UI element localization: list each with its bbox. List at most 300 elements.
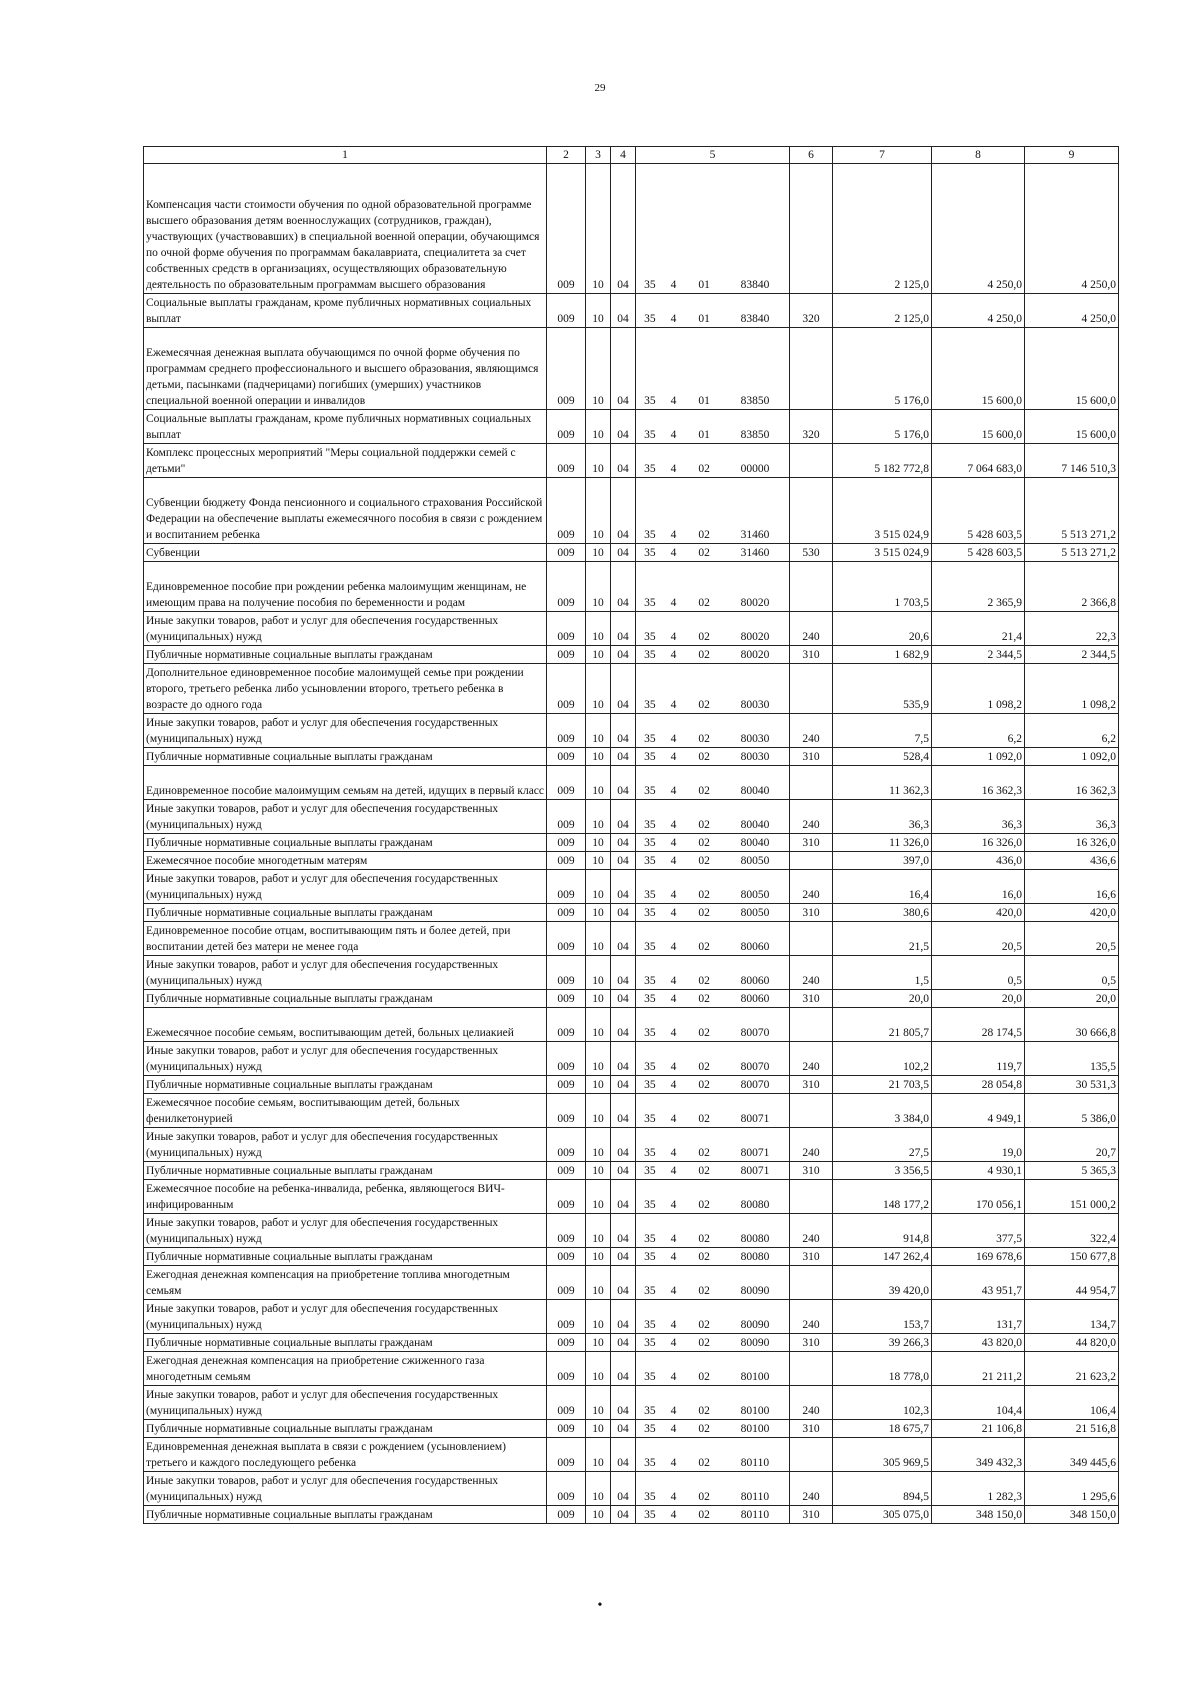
program-type-code: 4 (670, 941, 677, 953)
program-type-code: 4 (670, 975, 677, 987)
target-article (638, 835, 787, 851)
table-row (144, 922, 1119, 956)
amount-col-7: 914,8 (833, 1214, 932, 1248)
program-type-code: 4 (670, 279, 677, 291)
target-article (638, 1249, 787, 1265)
admin-code: 009 (547, 1128, 586, 1162)
amount-col-8: 4 250,0 (932, 164, 1025, 294)
structural-element-code: 02 (698, 1165, 710, 1177)
target-article-cell (636, 562, 790, 612)
program-type-code: 4 (670, 785, 677, 797)
table-row (144, 1248, 1119, 1266)
table-row (144, 990, 1119, 1008)
structural-element-code: 02 (698, 1113, 710, 1125)
program-code: 35 (644, 889, 656, 901)
target-article-cell (636, 904, 790, 922)
expense-type-code: 310 (790, 646, 833, 664)
amount-col-9: 150 677,8 (1025, 1248, 1119, 1266)
target-article-cell (636, 1128, 790, 1162)
amount-col-9: 20,0 (1025, 990, 1119, 1008)
amount-col-8: 20,5 (932, 922, 1025, 956)
target-article-cell (636, 1472, 790, 1506)
target-article (638, 1163, 787, 1179)
target-article-cell (636, 766, 790, 800)
expense-type-code: 320 (790, 410, 833, 444)
program-type-code: 4 (670, 463, 677, 475)
amount-col-7: 7,5 (833, 714, 932, 748)
amount-col-7: 20,0 (833, 990, 932, 1008)
direction-code: 80050 (740, 855, 770, 867)
row-name: Комплекс процессных мероприятий "Меры социальной поддержки семей с детьми" (144, 444, 547, 478)
target-article-cell (636, 1352, 790, 1386)
direction-code: 80020 (740, 597, 770, 609)
target-article (638, 461, 787, 477)
target-article (638, 749, 787, 765)
amount-col-8: 436,0 (932, 852, 1025, 870)
admin-code: 009 (547, 1042, 586, 1076)
target-article (638, 991, 787, 1007)
structural-element-code: 02 (698, 1405, 710, 1417)
expense-type-code: 240 (790, 1300, 833, 1334)
admin-code: 009 (547, 1094, 586, 1128)
row-name: Публичные нормативные социальные выплаты гражданам (144, 1420, 547, 1438)
program-code: 35 (644, 463, 656, 475)
amount-col-8: 349 432,3 (932, 1438, 1025, 1472)
structural-element-code: 02 (698, 649, 710, 661)
amount-col-8: 21 106,8 (932, 1420, 1025, 1438)
program-type-code: 4 (670, 1079, 677, 1091)
admin-code: 009 (547, 1386, 586, 1420)
subsection-code: 04 (611, 1300, 636, 1334)
column-header: 7 (833, 147, 932, 164)
amount-col-9: 5 365,3 (1025, 1162, 1119, 1180)
structural-element-code: 02 (698, 819, 710, 831)
admin-code: 009 (547, 1248, 586, 1266)
section-code: 10 (586, 800, 611, 834)
target-article-cell (636, 870, 790, 904)
structural-element-code: 02 (698, 855, 710, 867)
structural-element-code: 02 (698, 1233, 710, 1245)
admin-code: 009 (547, 766, 586, 800)
amount-col-7: 3 356,5 (833, 1162, 932, 1180)
table-row (144, 1352, 1119, 1386)
program-code: 35 (644, 1509, 656, 1521)
target-article (638, 1369, 787, 1385)
admin-code: 009 (547, 800, 586, 834)
program-type-code: 4 (670, 649, 677, 661)
amount-col-7: 11 362,3 (833, 766, 932, 800)
amount-col-8: 1 092,0 (932, 748, 1025, 766)
expense-type-code (790, 1352, 833, 1386)
expense-type-code: 240 (790, 1128, 833, 1162)
section-code: 10 (586, 956, 611, 990)
amount-col-8: 170 056,1 (932, 1180, 1025, 1214)
table-row (144, 766, 1119, 800)
target-article (638, 731, 787, 747)
expense-type-code (790, 852, 833, 870)
table-row (144, 1334, 1119, 1352)
target-article (638, 1403, 787, 1419)
expense-type-code: 240 (790, 870, 833, 904)
table-row (144, 904, 1119, 922)
expense-type-code: 530 (790, 544, 833, 562)
program-code: 35 (644, 1405, 656, 1417)
amount-col-7: 1,5 (833, 956, 932, 990)
row-name: Иные закупки товаров, работ и услуг для обеспечения государственных (муниципальных) нужд (144, 1300, 547, 1334)
program-code: 35 (644, 1165, 656, 1177)
direction-code: 80110 (740, 1491, 770, 1503)
row-name: Единовременное пособие при рождении ребенка малоимущим женщинам, не имеющим права на получение пособия по беременности и родам (144, 562, 547, 612)
section-code: 10 (586, 612, 611, 646)
structural-element-code: 02 (698, 993, 710, 1005)
subsection-code: 04 (611, 1248, 636, 1266)
section-code: 10 (586, 164, 611, 294)
table-row (144, 1162, 1119, 1180)
structural-element-code: 02 (698, 1319, 710, 1331)
admin-code: 009 (547, 852, 586, 870)
structural-element-code: 02 (698, 975, 710, 987)
direction-code: 80060 (740, 993, 770, 1005)
amount-col-7: 2 125,0 (833, 294, 932, 328)
section-code: 10 (586, 834, 611, 852)
direction-code: 80100 (740, 1423, 770, 1435)
structural-element-code: 02 (698, 733, 710, 745)
row-name: Иные закупки товаров, работ и услуг для обеспечения государственных (муниципальных) нужд (144, 956, 547, 990)
subsection-code: 04 (611, 294, 636, 328)
amount-col-7: 5 182 772,8 (833, 444, 932, 478)
subsection-code: 04 (611, 1042, 636, 1076)
row-name: Публичные нормативные социальные выплаты гражданам (144, 646, 547, 664)
direction-code: 80040 (740, 837, 770, 849)
table-row (144, 410, 1119, 444)
amount-col-7: 21,5 (833, 922, 932, 956)
row-name: Ежемесячное пособие семьям, воспитывающим детей, больных фенилкетонурией (144, 1094, 547, 1128)
program-code: 35 (644, 1027, 656, 1039)
admin-code: 009 (547, 748, 586, 766)
column-header: 6 (790, 147, 833, 164)
program-code: 35 (644, 1491, 656, 1503)
direction-code: 80090 (740, 1285, 770, 1297)
amount-col-7: 5 176,0 (833, 328, 932, 410)
admin-code: 009 (547, 922, 586, 956)
direction-code: 80071 (740, 1165, 770, 1177)
row-name: Публичные нормативные социальные выплаты гражданам (144, 1506, 547, 1524)
target-article (638, 1077, 787, 1093)
amount-col-9: 2 366,8 (1025, 562, 1119, 612)
program-type-code: 4 (670, 1061, 677, 1073)
amount-col-7: 20,6 (833, 612, 932, 646)
expense-type-code: 310 (790, 1162, 833, 1180)
section-code: 10 (586, 1438, 611, 1472)
row-name: Иные закупки товаров, работ и услуг для обеспечения государственных (муниципальных) нужд (144, 612, 547, 646)
column-header: 2 (547, 147, 586, 164)
program-type-code: 4 (670, 1251, 677, 1263)
amount-col-8: 104,4 (932, 1386, 1025, 1420)
table-row (144, 800, 1119, 834)
amount-col-7: 3 515 024,9 (833, 544, 932, 562)
target-article-cell (636, 328, 790, 410)
subsection-code: 04 (611, 1352, 636, 1386)
structural-element-code: 02 (698, 631, 710, 643)
section-code: 10 (586, 328, 611, 410)
amount-col-7: 27,5 (833, 1128, 932, 1162)
amount-col-9: 16,6 (1025, 870, 1119, 904)
subsection-code: 04 (611, 990, 636, 1008)
admin-code: 009 (547, 1076, 586, 1094)
target-article-cell (636, 1506, 790, 1524)
target-article-cell (636, 294, 790, 328)
amount-col-7: 1 703,5 (833, 562, 932, 612)
amount-col-8: 6,2 (932, 714, 1025, 748)
program-code: 35 (644, 1337, 656, 1349)
program-type-code: 4 (670, 699, 677, 711)
target-article (638, 905, 787, 921)
amount-col-8: 4 949,1 (932, 1094, 1025, 1128)
program-type-code: 4 (670, 529, 677, 541)
program-code: 35 (644, 785, 656, 797)
section-code: 10 (586, 544, 611, 562)
table-row (144, 1094, 1119, 1128)
direction-code: 80030 (740, 699, 770, 711)
structural-element-code: 02 (698, 1491, 710, 1503)
program-type-code: 4 (670, 889, 677, 901)
table-row (144, 1386, 1119, 1420)
target-article (638, 311, 787, 327)
program-code: 35 (644, 1147, 656, 1159)
target-article (638, 973, 787, 989)
program-type-code: 4 (670, 1165, 677, 1177)
target-article (638, 887, 787, 903)
program-type-code: 4 (670, 597, 677, 609)
amount-col-9: 5 513 271,2 (1025, 478, 1119, 544)
admin-code: 009 (547, 294, 586, 328)
target-article-cell (636, 444, 790, 478)
amount-col-9: 436,6 (1025, 852, 1119, 870)
program-type-code: 4 (670, 1233, 677, 1245)
target-article (638, 1197, 787, 1213)
amount-col-7: 148 177,2 (833, 1180, 932, 1214)
row-name: Публичные нормативные социальные выплаты гражданам (144, 1248, 547, 1266)
amount-col-8: 0,5 (932, 956, 1025, 990)
section-code: 10 (586, 1008, 611, 1042)
amount-col-9: 1 092,0 (1025, 748, 1119, 766)
direction-code: 80050 (740, 907, 770, 919)
amount-col-7: 380,6 (833, 904, 932, 922)
subsection-code: 04 (611, 544, 636, 562)
section-code: 10 (586, 444, 611, 478)
expense-type-code: 240 (790, 1214, 833, 1248)
column-header: 4 (611, 147, 636, 164)
section-code: 10 (586, 1352, 611, 1386)
expense-type-code: 320 (790, 294, 833, 328)
amount-col-9: 30 531,3 (1025, 1076, 1119, 1094)
amount-col-9: 16 362,3 (1025, 766, 1119, 800)
amount-col-8: 21 211,2 (932, 1352, 1025, 1386)
structural-element-code: 01 (698, 313, 710, 325)
target-article (638, 1455, 787, 1471)
subsection-code: 04 (611, 646, 636, 664)
amount-col-9: 6,2 (1025, 714, 1119, 748)
expense-type-code: 310 (790, 904, 833, 922)
subsection-code: 04 (611, 562, 636, 612)
expense-type-code: 310 (790, 1506, 833, 1524)
target-article (638, 1317, 787, 1333)
target-article-cell (636, 748, 790, 766)
row-name: Единовременное пособие отцам, воспитывающим пять и более детей, при воспитании детей без матери не менее года (144, 922, 547, 956)
subsection-code: 04 (611, 478, 636, 544)
subsection-code: 04 (611, 1076, 636, 1094)
expense-type-code: 310 (790, 834, 833, 852)
subsection-code: 04 (611, 748, 636, 766)
section-code: 10 (586, 1420, 611, 1438)
program-code: 35 (644, 1251, 656, 1263)
structural-element-code: 02 (698, 889, 710, 901)
direction-code: 80050 (740, 889, 770, 901)
section-code: 10 (586, 870, 611, 904)
program-code: 35 (644, 975, 656, 987)
expense-type-code: 240 (790, 956, 833, 990)
structural-element-code: 02 (698, 1079, 710, 1091)
amount-col-9: 15 600,0 (1025, 328, 1119, 410)
row-name: Иные закупки товаров, работ и услуг для обеспечения государственных (муниципальных) нужд (144, 800, 547, 834)
amount-col-9: 348 150,0 (1025, 1506, 1119, 1524)
section-code: 10 (586, 410, 611, 444)
amount-col-8: 16,0 (932, 870, 1025, 904)
table-row (144, 1438, 1119, 1472)
table-row (144, 1008, 1119, 1042)
expense-type-code (790, 1266, 833, 1300)
direction-code: 80100 (740, 1371, 770, 1383)
table-row (144, 164, 1119, 294)
direction-code: 83840 (740, 313, 770, 325)
structural-element-code: 02 (698, 547, 710, 559)
section-code: 10 (586, 904, 611, 922)
amount-col-7: 305 969,5 (833, 1438, 932, 1472)
section-code: 10 (586, 852, 611, 870)
target-article-cell (636, 1214, 790, 1248)
row-name: Иные закупки товаров, работ и услуг для обеспечения государственных (муниципальных) нужд (144, 1472, 547, 1506)
column-header: 5 (636, 147, 790, 164)
section-code: 10 (586, 766, 611, 800)
admin-code: 009 (547, 328, 586, 410)
target-article-cell (636, 1008, 790, 1042)
target-article (638, 595, 787, 611)
direction-code: 80090 (740, 1337, 770, 1349)
table-row (144, 478, 1119, 544)
row-name: Ежегодная денежная компенсация на приобретение сжиженного газа многодетным семьям (144, 1352, 547, 1386)
target-article-cell (636, 1180, 790, 1214)
amount-col-8: 5 428 603,5 (932, 544, 1025, 562)
direction-code: 80090 (740, 1319, 770, 1331)
page-number: 29 (594, 82, 606, 94)
direction-code: 80020 (740, 649, 770, 661)
row-name: Иные закупки товаров, работ и услуг для обеспечения государственных (муниципальных) нужд (144, 714, 547, 748)
section-code: 10 (586, 748, 611, 766)
direction-code: 80080 (740, 1251, 770, 1263)
table-row (144, 444, 1119, 478)
subsection-code: 04 (611, 1162, 636, 1180)
amount-col-7: 16,4 (833, 870, 932, 904)
program-code: 35 (644, 631, 656, 643)
section-code: 10 (586, 1042, 611, 1076)
target-article (638, 817, 787, 833)
target-article-cell (636, 164, 790, 294)
expense-type-code (790, 478, 833, 544)
direction-code: 80020 (740, 631, 770, 643)
section-code: 10 (586, 664, 611, 714)
row-name: Иные закупки товаров, работ и услуг для обеспечения государственных (муниципальных) нужд (144, 1042, 547, 1076)
amount-col-9: 4 250,0 (1025, 294, 1119, 328)
row-name: Иные закупки товаров, работ и услуг для обеспечения государственных (муниципальных) нужд (144, 870, 547, 904)
direction-code: 83840 (740, 279, 770, 291)
admin-code: 009 (547, 544, 586, 562)
expense-type-code (790, 1180, 833, 1214)
program-type-code: 4 (670, 1371, 677, 1383)
amount-col-9: 44 954,7 (1025, 1266, 1119, 1300)
table-row (144, 664, 1119, 714)
amount-col-8: 4 930,1 (932, 1162, 1025, 1180)
table-row (144, 834, 1119, 852)
subsection-code: 04 (611, 904, 636, 922)
amount-col-7: 11 326,0 (833, 834, 932, 852)
row-name: Иные закупки товаров, работ и услуг для обеспечения государственных (муниципальных) нужд (144, 1386, 547, 1420)
admin-code: 009 (547, 1352, 586, 1386)
section-code: 10 (586, 1334, 611, 1352)
target-article-cell (636, 1300, 790, 1334)
program-code: 35 (644, 429, 656, 441)
target-article-cell (636, 834, 790, 852)
target-article (638, 1507, 787, 1523)
amount-col-9: 322,4 (1025, 1214, 1119, 1248)
target-article (638, 1059, 787, 1075)
program-type-code: 4 (670, 1423, 677, 1435)
program-code: 35 (644, 993, 656, 1005)
amount-col-9: 4 250,0 (1025, 164, 1119, 294)
table-row (144, 562, 1119, 612)
program-type-code: 4 (670, 1147, 677, 1159)
amount-col-8: 16 326,0 (932, 834, 1025, 852)
amount-col-8: 377,5 (932, 1214, 1025, 1248)
admin-code: 009 (547, 444, 586, 478)
amount-col-7: 21 805,7 (833, 1008, 932, 1042)
row-name: Компенсация части стоимости обучения по одной образовательной программе высшего образования детям военнослужащих (сотрудников, граждан), участвующих (участвовавших) в специальной военной операции, обучающимся по очной форме обучения по программам бакалавриата, специалитета за счет собственных средств в организациях, осуществляющих образовательную деятельность по образовательным программам высшего образования (144, 164, 547, 294)
table-row (144, 1266, 1119, 1300)
amount-col-8: 15 600,0 (932, 328, 1025, 410)
amount-col-8: 4 250,0 (932, 294, 1025, 328)
target-article (638, 1283, 787, 1299)
program-code: 35 (644, 819, 656, 831)
program-type-code: 4 (670, 1509, 677, 1521)
row-name: Ежемесячное пособие семьям, воспитывающим детей, больных целиакией (144, 1008, 547, 1042)
direction-code: 80080 (740, 1233, 770, 1245)
admin-code: 009 (547, 904, 586, 922)
amount-col-7: 3 515 024,9 (833, 478, 932, 544)
row-name: Публичные нормативные социальные выплаты гражданам (144, 990, 547, 1008)
amount-col-9: 5 513 271,2 (1025, 544, 1119, 562)
admin-code: 009 (547, 956, 586, 990)
direction-code: 80070 (740, 1079, 770, 1091)
target-article (638, 427, 787, 443)
table-row (144, 748, 1119, 766)
amount-col-9: 1 295,6 (1025, 1472, 1119, 1506)
program-code: 35 (644, 1061, 656, 1073)
admin-code: 009 (547, 1300, 586, 1334)
subsection-code: 04 (611, 1214, 636, 1248)
program-type-code: 4 (670, 1405, 677, 1417)
expense-type-code: 240 (790, 800, 833, 834)
target-article-cell (636, 800, 790, 834)
structural-element-code: 02 (698, 463, 710, 475)
